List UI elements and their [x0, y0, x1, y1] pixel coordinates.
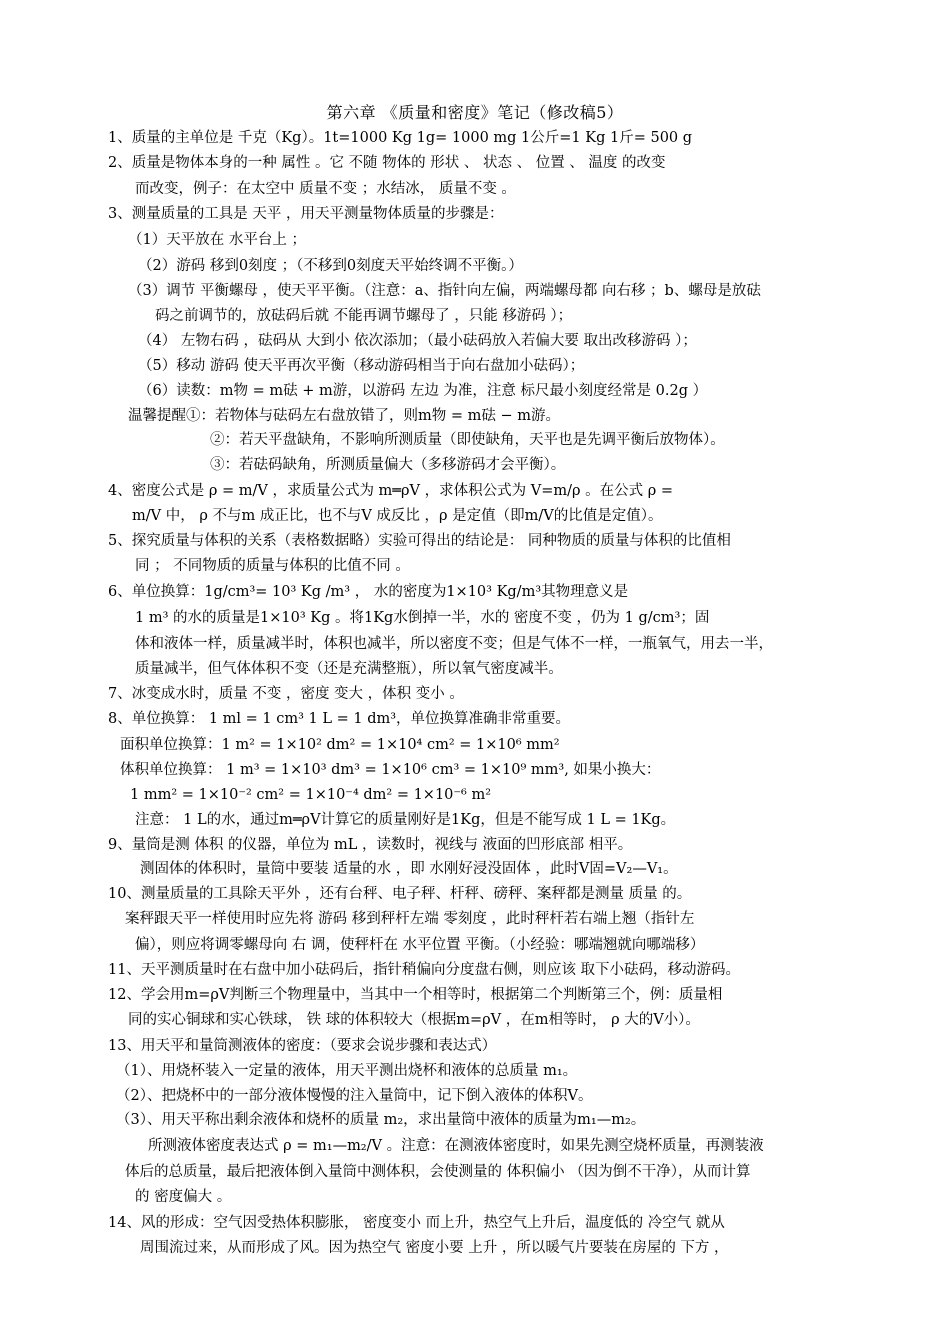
note-line: （5）移动 游码 使天平再次平衡（移动游码相当于向右盘加小砝码）；: [138, 358, 585, 374]
note-line: 7、冰变成水时，质量 不变 ，密度 变大 ，体积 变小 。: [108, 686, 464, 702]
note-line: 体积单位换算： 1 m³ = 1×10³ dm³ = 1×10⁶ cm³ = 1×10⁹ mm³, 如果小换大：: [120, 762, 661, 778]
note-line: （6）读数：m物 = m砝 + m游，以游码 左边 为准，注意 标尺最小刻度经常是 0.2g ）: [138, 383, 708, 399]
note-line: （2）、把烧杯中的一部分液体慢慢的注入量筒中，记下倒入液体的体积V。: [116, 1088, 593, 1104]
note-line: 10、测量质量的工具除天平外 ，还有台秤、电子秤、杆秤、磅秤、案秤都是测量 质量 的。: [108, 886, 692, 902]
note-line: 体和液体一样，质量减半时，体积也减半，所以密度不变；但是气体不一样，一瓶氧气，用去一半，: [135, 636, 773, 652]
note-line: 2、质量是物体本身的一种 属性 。它 不随 物体的 形状 、 状态 、 位置 、 温度 的改变: [108, 155, 666, 171]
note-line: 14、风的形成：空气因受热体积膨胀， 密度变小 而上升，热空气上升后，温度低的 冷空气 就从: [108, 1215, 725, 1231]
note-line: 而改变，例子：在太空中 质量不变 ；水结冰， 质量不变 。: [135, 181, 516, 197]
note-line: 12、学会用m=ρV判断三个物理量中，当其中一个相等时，根据第二个判断第三个，例：质量相: [108, 987, 723, 1003]
note-line: 码之前调节的，放砝码后就 不能再调节螺母了 ，只能 移游码 ）；: [155, 308, 573, 324]
note-line: 的 密度偏大 。: [135, 1189, 232, 1205]
note-line: 5、探究质量与体积的关系（表格数据略）实验可得出的结论是： 同种物质的质量与体积的比值相: [108, 533, 731, 549]
note-line: 测固体的体积时，量筒中要装 适量的水 ，即 水刚好浸没固体 ，此时V固=V₂—V₁。: [140, 861, 678, 877]
note-line: 面积单位换算：1 m² = 1×10² dm² = 1×10⁴ cm² = 1×10⁶ mm²: [120, 737, 560, 753]
note-line: 周围流过来，从而形成了风。因为热空气 密度小要 上升 ，所以暖气片要装在房屋的 下方 ，: [140, 1240, 729, 1256]
note-line: ②：若天平盘缺角，不影响所测质量（即使缺角，天平也是先调平衡后放物体）。: [210, 432, 725, 448]
note-line: 质量减半，但气体体积不变（还是充满整瓶），所以氧气密度减半。: [135, 661, 563, 677]
note-line: 所测液体密度表达式 ρ = m₁—m₂/V 。注意：在测液体密度时，如果先测空烧杯质量，再测装液: [148, 1138, 764, 1154]
note-line: （1）、用烧杯装入一定量的液体，用天平测出烧杯和液体的总质量 m₁。: [116, 1063, 578, 1079]
note-line: 1 mm² = 1×10⁻² cm² = 1×10⁻⁴ dm² = 1×10⁻⁶ m²: [130, 787, 492, 803]
note-line: （4） 左物右码 ，砝码从 大到小 依次添加；（最小砝码放入若偏大要 取出改移游码 ）；: [138, 333, 697, 349]
note-line: （3）调节 平衡螺母 ，使天平平衡。（注意：a、指针向左偏，两端螺母都 向右移 ；b、螺母是放砝: [128, 283, 761, 299]
note-line: 案秤跟天平一样使用时应先将 游码 移到秤杆左端 零刻度 ，此时秤杆若右端上翘（指针左: [125, 911, 695, 927]
document-title: 第六章 《质量和密度》笔记（修改稿5）: [326, 103, 624, 122]
note-line: ③：若砝码缺角，所测质量偏大（多移游码才会平衡）。: [210, 457, 566, 473]
note-line: 同 ； 不同物质的质量与体积的比值不同 。: [135, 558, 410, 574]
note-line: （2）游码 移到0刻度 ；（不移到0刻度天平始终调不平衡。）: [138, 258, 523, 274]
note-line: 8、单位换算： 1 ml = 1 cm³ 1 L = 1 dm³，单位换算准确非常重要。: [108, 711, 571, 727]
note-line: 1 m³ 的水的质量是1×10³ Kg 。将1Kg水倒掉一半，水的 密度不变 ，仍为 1 g/cm³；固: [135, 610, 710, 626]
note-line: 6、单位换算：1g/cm³= 10³ Kg /m³ ， 水的密度为1×10³ Kg/m³其物理意义是: [108, 584, 629, 600]
note-line: 1、质量的主单位是 千克（Kg）。1t=1000 Kg 1g= 1000 mg 1公斤=1 Kg 1斤= 500 g: [108, 130, 693, 146]
note-line: 4、密度公式是 ρ = m/V ，求质量公式为 m═ρV ，求体积公式为 V=m/ρ 。在公式 ρ =: [108, 483, 674, 499]
note-line: 体后的总质量，最后把液体倒入量筒中测体积，会使测量的 体积偏小 （因为倒不干净），从而计算: [125, 1164, 751, 1180]
note-line: 注意： 1 L的水，通过m═ρV计算它的质量刚好是1Kg，但是不能写成 1 L = 1Kg。: [135, 812, 676, 828]
note-line: 同的实心铜球和实心铁球， 铁 球的体积较大（根据m=ρV ，在m相等时， ρ 大的V小）。: [128, 1012, 700, 1028]
note-line: （3）、用天平称出剩余液体和烧杯的质量 m₂，求出量筒中液体的质量为m₁—m₂。: [116, 1112, 646, 1128]
note-line: 13、用天平和量筒测液体的密度：（要求会说步骤和表达式）: [108, 1038, 497, 1054]
note-line: 11、天平测质量时在右盘中加小砝码后，指针稍偏向分度盘右侧，则应该 取下小砝码，移动游码。: [108, 962, 741, 978]
note-line: （1）天平放在 水平台上 ；: [128, 232, 306, 248]
note-line: 3、测量质量的工具是 天平 ，用天平测量物体质量的步骤是：: [108, 206, 504, 222]
note-line: 偏），则应将调零螺母向 右 调，使秤杆在 水平位置 平衡。（小经验：哪端翘就向哪端移）: [135, 937, 705, 953]
note-line: 9、量筒是测 体积 的仪器，单位为 mL ，读数时，视线与 液面的凹形底部 相平。: [108, 837, 633, 853]
note-line: 温馨提醒①：若物体与砝码左右盘放错了，则m物 = m砝 − m游。: [128, 408, 560, 424]
note-line: m/V 中， ρ 不与m 成正比，也不与V 成反比 ，ρ 是定值（即m/V的比值是定值）。: [132, 508, 663, 524]
